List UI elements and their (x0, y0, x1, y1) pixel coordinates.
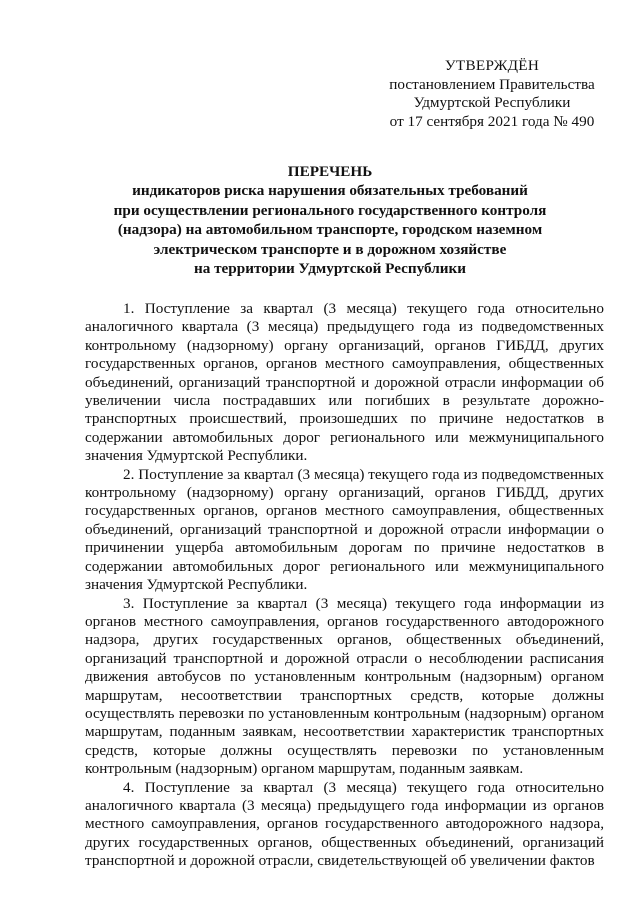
approval-line: постановлением Правительства (389, 75, 595, 93)
title-line: электрическом транспорте и в дорожном хозяйстве (153, 240, 507, 258)
title-line: при осуществлении регионального государственного контроля (113, 201, 547, 219)
approval-heading: УТВЕРЖДЁН (444, 57, 540, 74)
title-main: ПЕРЕЧЕНЬ (287, 163, 373, 180)
approval-line: Удмуртской Республики (413, 94, 571, 112)
list-item-3: 3. Поступление за квартал (3 месяца) текущего года информации из органов местного самоуправления, органов государственного автодорожного надзора, других государственных органов, общественных объединений, организаций транспортной и дорожной отрасли о несоблюдении расписания движения автобусов по установленным контрольным (надзорным) органом маршрутам, несоответствии транспортных средств, которые должны осуществлять перевозки по установленным контрольным (надзорным) органом маршрутам, поданным заявкам, несоответствии характеристик транспортных средств, которые должны осуществлять перевозки по установленным контрольным (надзорным) органом маршрутам, поданным заявкам. (85, 594, 604, 778)
document-title (96, 162, 564, 278)
approval-block (372, 57, 612, 131)
approval-date: от 17 сентября 2021 года № 490 (389, 112, 595, 130)
list-item-4: 4. Поступление за квартал (3 месяца) текущего года относительно аналогичного квартала (3 месяца) предыдущего года информации из органов местного самоуправления, органов государственного автодорожного надзора, других государственных органов, общественных объединений, организаций транспортной и дорожной отрасли, свидетельствующей об увеличении фактов (85, 778, 604, 870)
title-line: (надзора) на автомобильном транспорте, городском наземном (117, 221, 543, 239)
document-body (85, 300, 604, 871)
title-line: индикаторов риска нарушения обязательных требований (132, 182, 528, 200)
list-item-1: 1. Поступление за квартал (3 месяца) текущего года относительно аналогичного квартала (3 месяца) предыдущего года из подведомственных контрольному (надзорному) органу организаций, органов ГИБДД, других государственных органов, органов местного самоуправления, общественных объединений, организаций транспортной и дорожной отрасли информации об увеличении числа пострадавших или погибших в результате дорожно-транспортных происшествий, произошедших по причине недостатков в содержании автомобильных дорог регионального или межмуниципального значения Удмуртской Республики. (85, 300, 604, 465)
title-line: на территории Удмуртской Республики (193, 260, 467, 278)
list-item-2: 2. Поступление за квартал (3 месяца) текущего года из подведомственных контрольному (надзорному) органу организаций, органов ГИБДД, других государственных органов, органов местного самоуправления, общественных объединений, организаций транспортной и дорожной отрасли информации о причинении ущерба автомобильным дорогам по причине недостатков в содержании автомобильных дорог регионального или межмуниципального значения Удмуртской Республики. (85, 465, 604, 594)
